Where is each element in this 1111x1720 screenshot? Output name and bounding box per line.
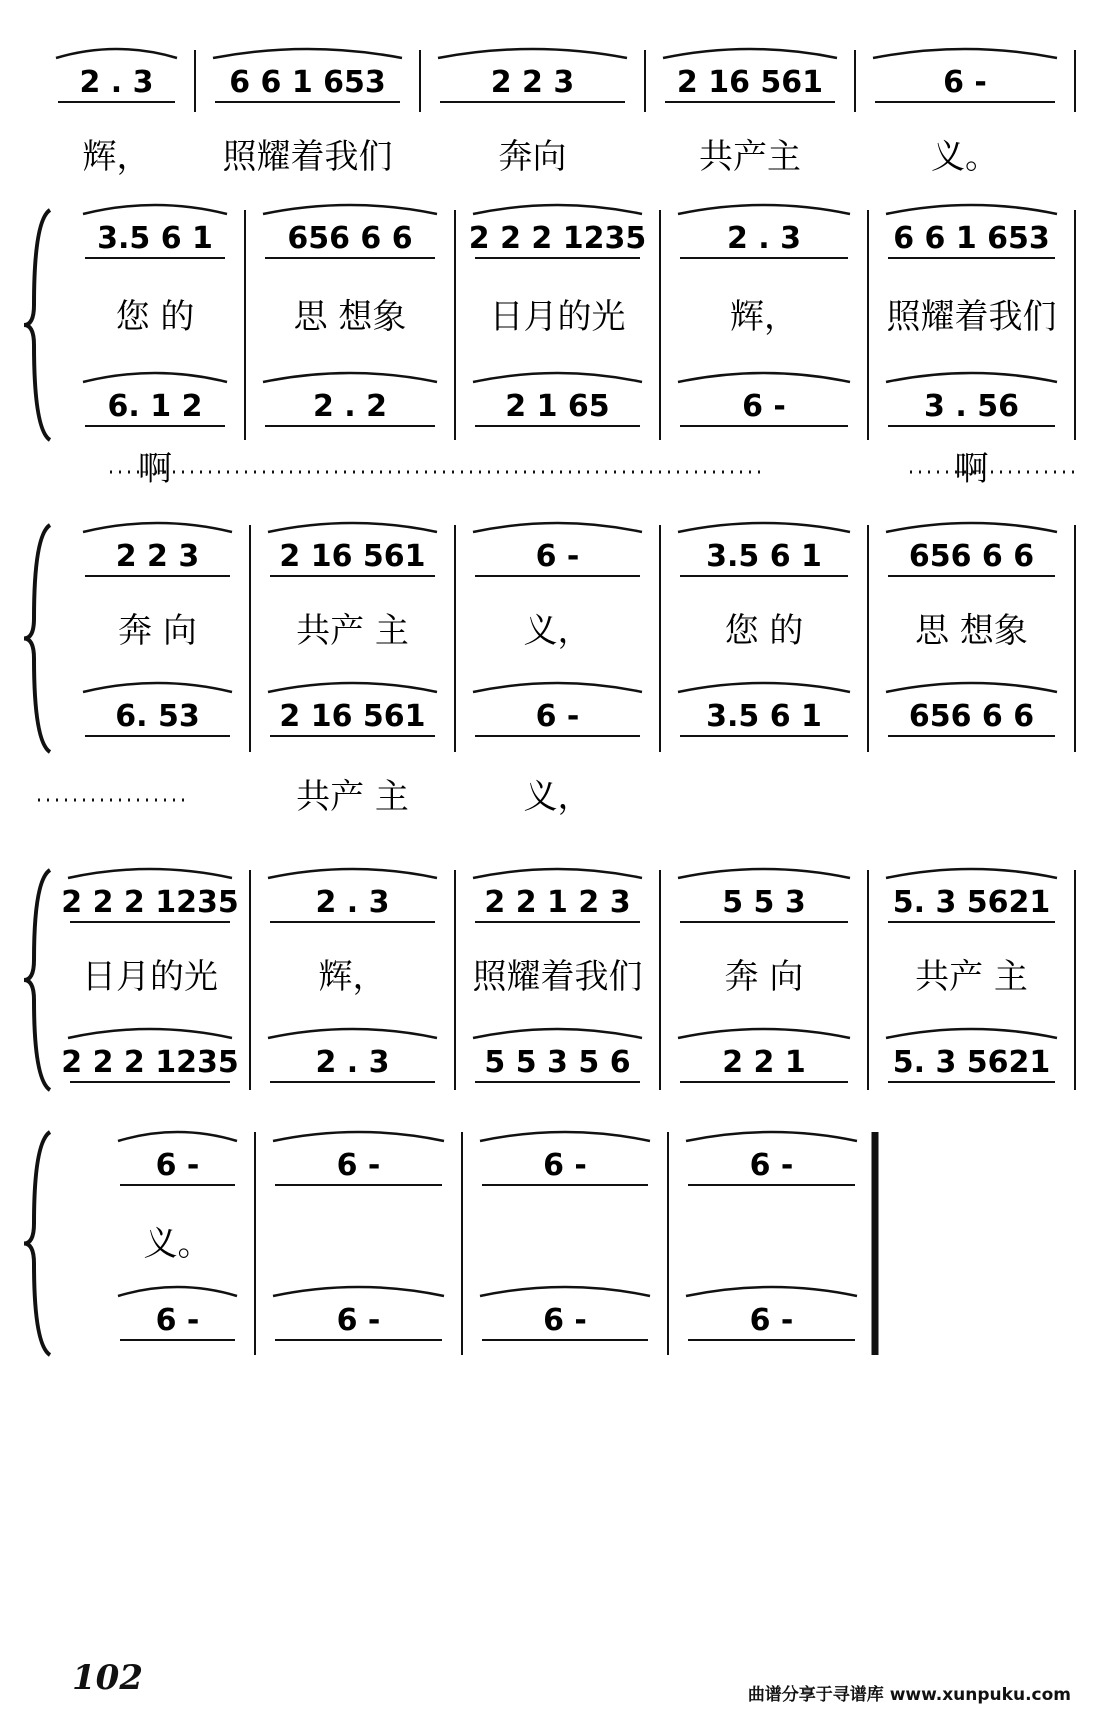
notation-measure: 6 - bbox=[535, 539, 580, 574]
slur-arc bbox=[886, 523, 1057, 532]
notation-measure: 6 - bbox=[749, 1148, 794, 1183]
lyric-measure: 义， bbox=[523, 777, 592, 817]
lyric-measure: 奔向 bbox=[498, 137, 567, 177]
notation-measure: 656 6 6 bbox=[908, 539, 1035, 574]
lyric-measure: 思 想象 bbox=[293, 297, 407, 337]
notation-measure: 2 2 2 1235 bbox=[61, 885, 239, 920]
notation-measure: 6 - bbox=[749, 1303, 794, 1338]
notation-measure: 2 2 2 1235 bbox=[61, 1045, 239, 1080]
slur-arc bbox=[83, 205, 227, 214]
slur-arc bbox=[873, 49, 1057, 58]
notation-measure: 5 5 3 5 6 bbox=[484, 1045, 631, 1080]
slur-arc bbox=[268, 523, 437, 532]
slur-arc bbox=[678, 523, 850, 532]
slur-arc bbox=[263, 373, 437, 382]
slur-arc bbox=[83, 683, 232, 692]
slur-arc bbox=[663, 49, 837, 58]
notation-measure: 2 2 1 bbox=[722, 1045, 806, 1080]
lyric-measure: 共产 主 bbox=[296, 777, 409, 817]
slur-arc bbox=[473, 205, 642, 214]
lyric-measure: 辉， bbox=[82, 137, 151, 177]
notation-measure: 3 . 56 bbox=[924, 389, 1019, 424]
notation-measure: 6. 53 bbox=[115, 699, 200, 734]
slur-arc bbox=[686, 1132, 857, 1141]
notation-measure: 6 - bbox=[155, 1148, 200, 1183]
slur-arc bbox=[473, 373, 642, 382]
notation-measure: 2 2 3 bbox=[490, 65, 575, 100]
slur-arc bbox=[678, 683, 850, 692]
slur-arc bbox=[273, 1287, 444, 1296]
notation-measure: 6 - bbox=[543, 1148, 587, 1183]
lyric-measure: 日月的光 bbox=[489, 297, 626, 337]
notation-measure: 6 - bbox=[543, 1303, 587, 1338]
slur-arc bbox=[118, 1132, 237, 1141]
lyric-measure: 辉， bbox=[730, 297, 798, 337]
notation-measure: 2 . 3 bbox=[315, 885, 390, 920]
notation-measure: 2 . 3 bbox=[315, 1045, 390, 1080]
lyric-measure: 义。 bbox=[143, 1224, 212, 1264]
notation-measure: 5. 3 5621 bbox=[892, 885, 1051, 920]
slur-arc bbox=[473, 523, 642, 532]
slur-arc bbox=[473, 869, 642, 878]
slur-arc bbox=[678, 205, 850, 214]
slur-arc bbox=[268, 869, 437, 878]
lyric-measure: 义， bbox=[523, 611, 592, 651]
slur-arc bbox=[83, 523, 232, 532]
slur-arc bbox=[686, 1287, 857, 1296]
notation-measure: 6 - bbox=[943, 65, 987, 100]
notation-measure: 2 2 2 1235 bbox=[468, 221, 647, 256]
slur-arc bbox=[68, 869, 232, 878]
notation-measure: 5 5 3 bbox=[722, 885, 806, 920]
lyric-measure: 照耀着我们 bbox=[472, 957, 643, 997]
system-brace bbox=[24, 525, 50, 752]
notation-measure: 2 . 3 bbox=[79, 65, 154, 100]
lyric-measure: 义。 bbox=[931, 137, 999, 177]
notation-measure: 3.5 6 1 bbox=[97, 221, 213, 256]
slur-arc bbox=[273, 1132, 444, 1141]
notation-measure: 3.5 6 1 bbox=[706, 539, 822, 574]
system-brace bbox=[24, 210, 50, 440]
slur-arc bbox=[678, 373, 850, 382]
lyric-measure: 辉， bbox=[318, 957, 387, 997]
slur-arc bbox=[118, 1287, 237, 1296]
notation-measure: 6 - bbox=[336, 1303, 381, 1338]
slur-arc bbox=[83, 373, 227, 382]
lyric-measure: 奔 向 bbox=[118, 611, 197, 651]
notation-measure: 6 - bbox=[336, 1148, 381, 1183]
notation-measure: 2 16 561 bbox=[279, 539, 426, 574]
notation-measure: 2 . 3 bbox=[726, 221, 802, 256]
slur-arc bbox=[886, 869, 1057, 878]
lyric-measure: 您 的 bbox=[115, 297, 195, 337]
notation-measure: 5. 3 5621 bbox=[892, 1045, 1051, 1080]
lyric-measure: 奔 向 bbox=[724, 957, 804, 997]
page-number: 102 bbox=[72, 1658, 143, 1698]
lyric-measure: 共产主 bbox=[699, 137, 801, 177]
footer-source: 曲谱分享于寻谱库 www.xunpuku.com bbox=[747, 1685, 1071, 1705]
notation-measure: 3.5 6 1 bbox=[706, 699, 822, 734]
slur-arc bbox=[438, 49, 627, 58]
notation-measure: 6 - bbox=[155, 1303, 200, 1338]
lyric-measure: 照耀着我们 bbox=[222, 137, 393, 177]
slur-arc bbox=[56, 49, 177, 58]
notation-measure: 6 - bbox=[535, 699, 580, 734]
notation-measure: 656 6 6 bbox=[908, 699, 1035, 734]
slur-arc bbox=[268, 1029, 437, 1038]
notation-measure: 2 2 3 bbox=[115, 539, 200, 574]
slur-arc bbox=[480, 1132, 650, 1141]
lyric-measure: 照耀着我们 bbox=[886, 297, 1057, 337]
notation-measure: 6. 1 2 bbox=[107, 389, 203, 424]
lyric-measure: 思 想象 bbox=[915, 611, 1028, 651]
system-brace bbox=[24, 1132, 50, 1355]
slur-arc bbox=[473, 1029, 642, 1038]
lyric-measure: 共产 主 bbox=[915, 957, 1028, 997]
slur-arc bbox=[678, 1029, 850, 1038]
lyric-measure: 啊 bbox=[138, 449, 172, 489]
slur-arc bbox=[68, 1029, 232, 1038]
lyric-measure: 共产 主 bbox=[296, 611, 409, 651]
lyric-measure: 日月的光 bbox=[82, 957, 218, 997]
slur-arc bbox=[678, 869, 850, 878]
slur-arc bbox=[268, 683, 437, 692]
notation-measure: 6 6 1 653 bbox=[893, 221, 1050, 256]
lyric-measure: 啊 bbox=[954, 449, 989, 489]
system-brace bbox=[24, 870, 50, 1090]
notation-measure: 2 . 2 bbox=[312, 389, 388, 424]
slur-arc bbox=[213, 49, 402, 58]
slur-arc bbox=[263, 205, 437, 214]
notation-measure: 6 6 1 653 bbox=[229, 65, 386, 100]
slur-arc bbox=[480, 1287, 650, 1296]
notation-measure: 2 1 65 bbox=[505, 389, 610, 424]
notation-measure: 2 2 1 2 3 bbox=[484, 885, 631, 920]
slur-arc bbox=[886, 1029, 1057, 1038]
slur-arc bbox=[886, 373, 1057, 382]
notation-measure: 6 - bbox=[742, 389, 786, 424]
notation-measure: 2 16 561 bbox=[279, 699, 426, 734]
slur-arc bbox=[886, 205, 1057, 214]
lyric-measure: 您 的 bbox=[724, 611, 804, 651]
slur-arc bbox=[886, 683, 1057, 692]
notation-measure: 656 6 6 bbox=[287, 221, 413, 256]
slur-arc bbox=[473, 683, 642, 692]
notation-measure: 2 16 561 bbox=[676, 65, 824, 100]
